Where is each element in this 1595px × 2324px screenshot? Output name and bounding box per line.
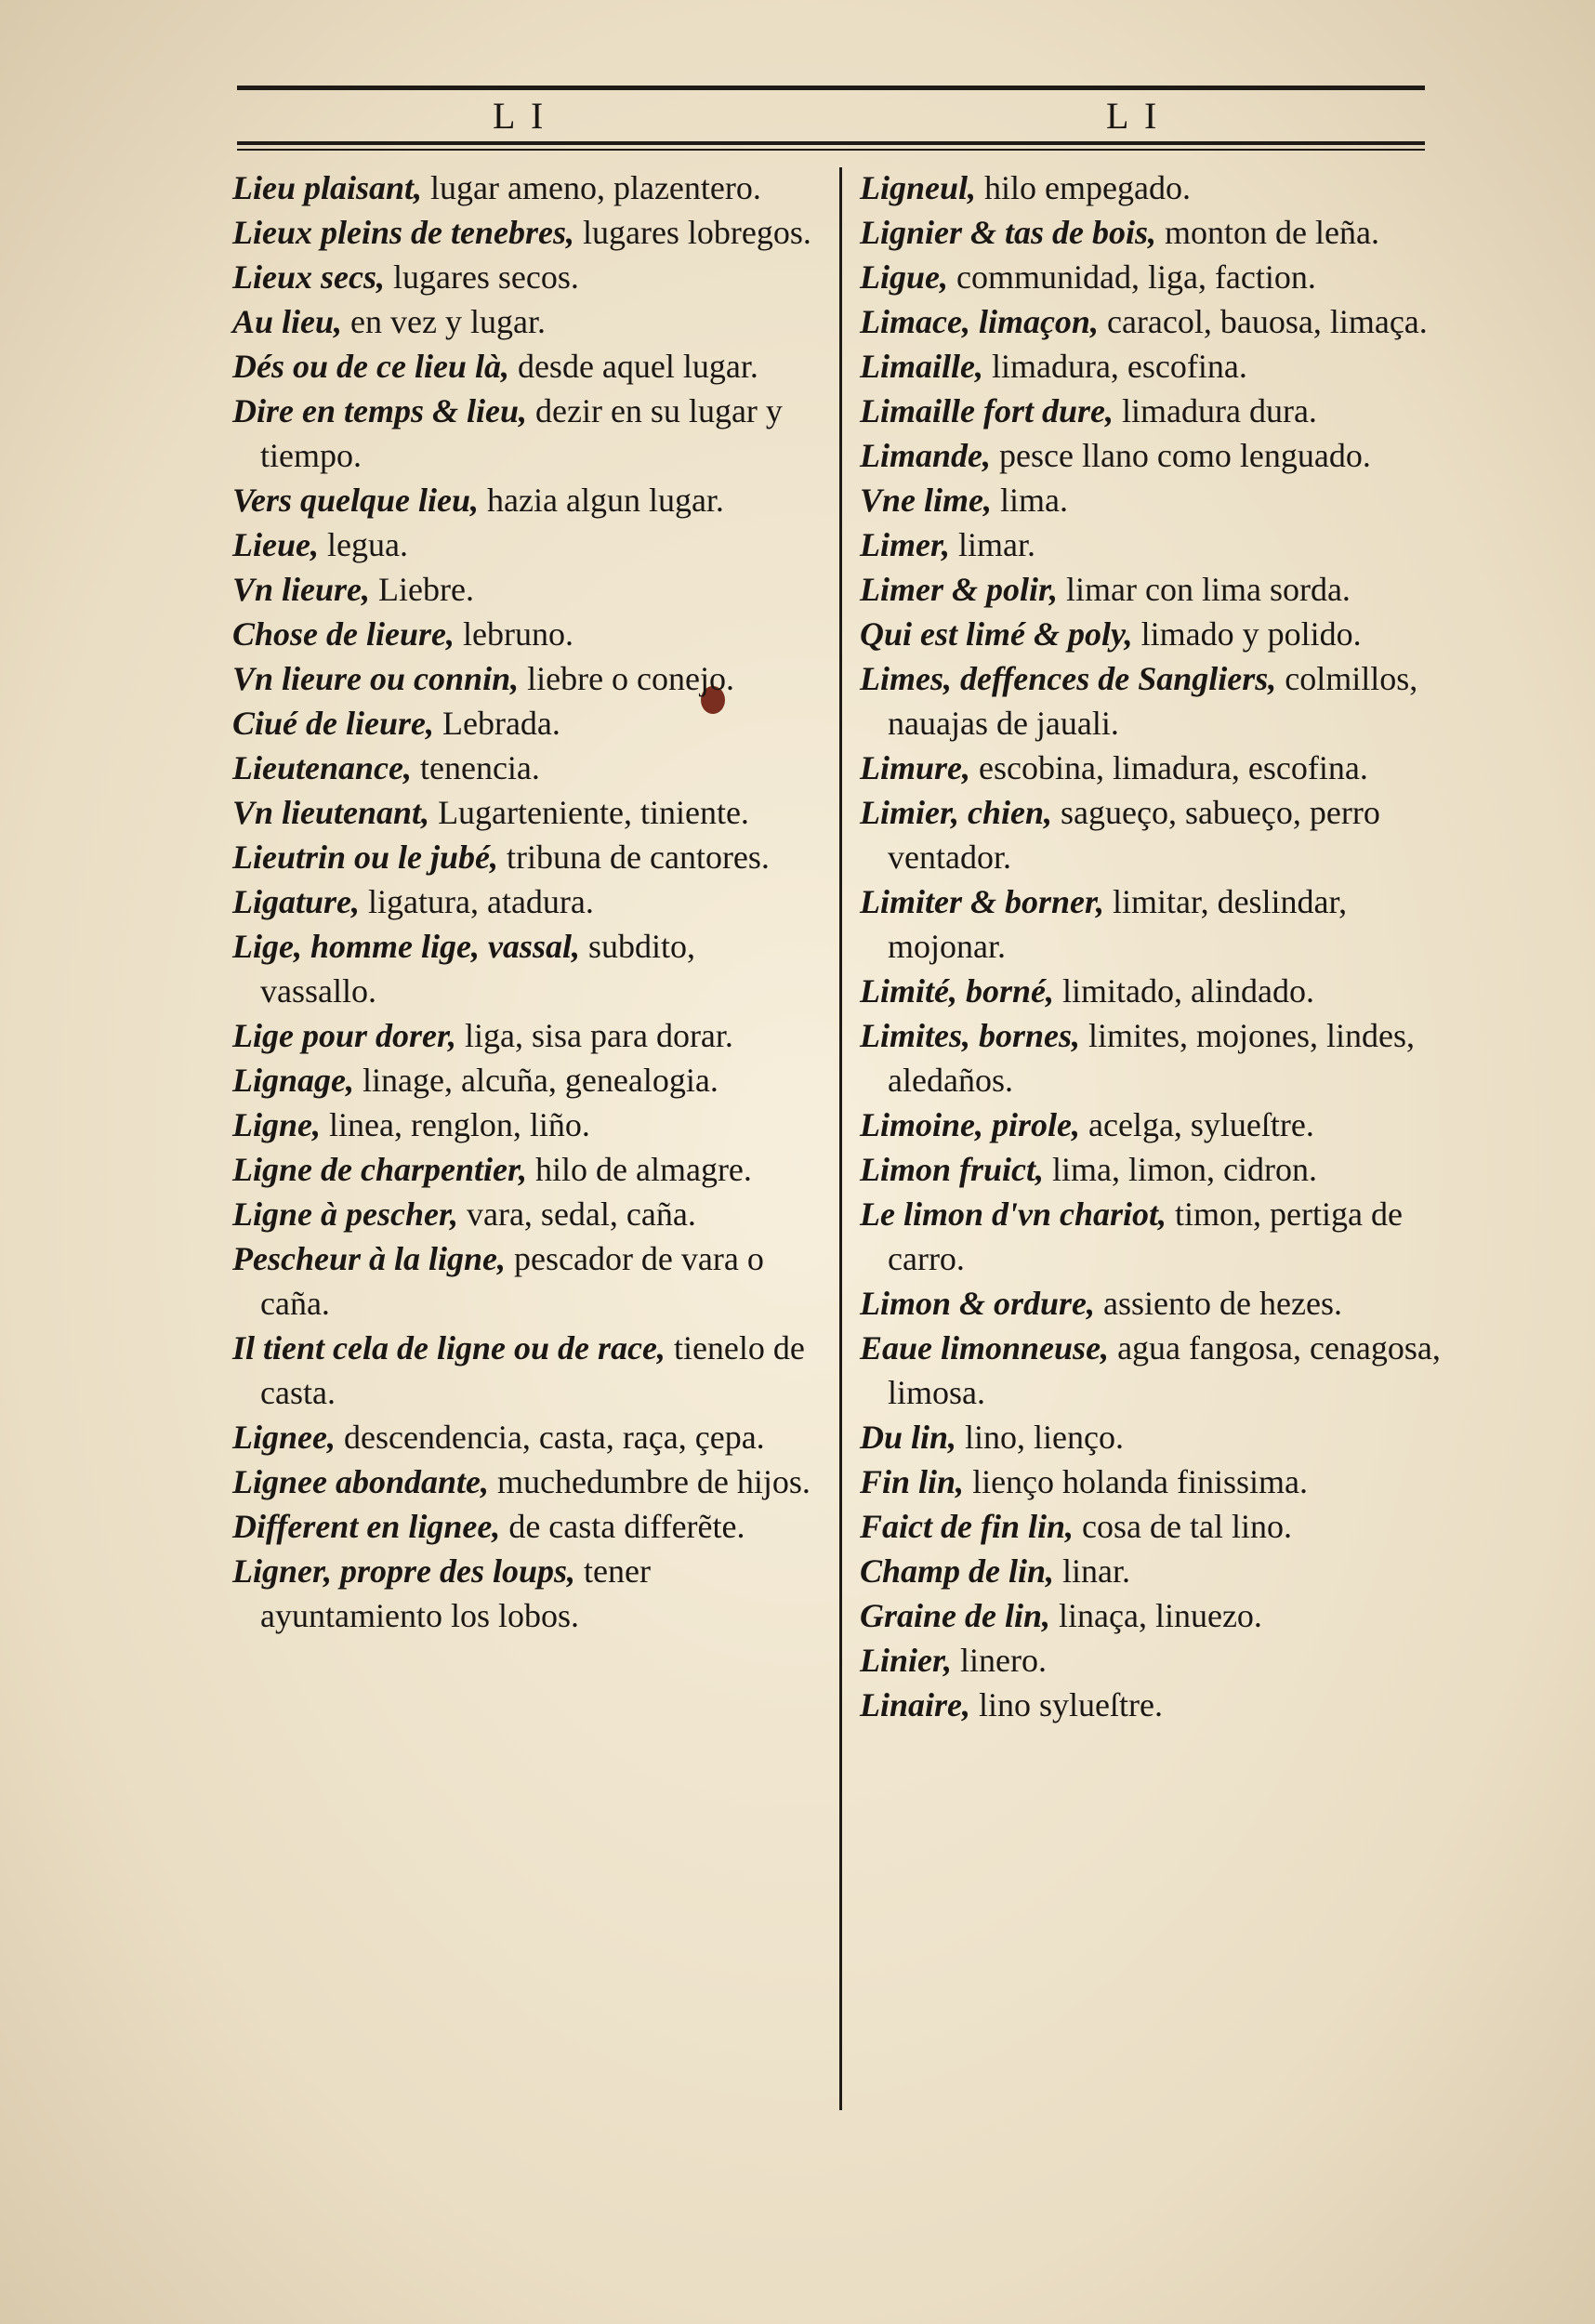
dictionary-entry bbox=[860, 210, 1441, 255]
header-rule-bottom-thin bbox=[237, 149, 1425, 151]
entry-translation: assiento de hezes. bbox=[1103, 1285, 1342, 1322]
entry-headword: Graine de lin, bbox=[860, 1597, 1051, 1634]
dictionary-entry bbox=[860, 344, 1441, 389]
dictionary-entry bbox=[232, 1459, 813, 1504]
entry-headword: Limiter & borner, bbox=[860, 883, 1105, 920]
entry-translation: linero. bbox=[960, 1642, 1048, 1679]
entry-headword: Different en lignee, bbox=[232, 1508, 501, 1545]
dictionary-entry bbox=[232, 522, 813, 567]
dictionary-entry bbox=[232, 1549, 813, 1638]
entry-translation: lugares lobregos. bbox=[582, 214, 811, 251]
entry-translation: subdito, vassallo. bbox=[260, 928, 695, 1010]
entry-headword: Lieutenance, bbox=[232, 749, 412, 786]
entry-headword: Lieue, bbox=[232, 526, 319, 563]
entry-translation: escobina, limadura, escofina. bbox=[979, 749, 1368, 786]
entry-headword: Ligne à pescher, bbox=[232, 1195, 458, 1233]
dictionary-entry bbox=[860, 567, 1441, 612]
dictionary-entry bbox=[860, 522, 1441, 567]
entry-translation: lugar ameno, plazentero. bbox=[430, 169, 761, 206]
entry-translation: limadura dura. bbox=[1122, 392, 1317, 429]
entry-headword: Lignee, bbox=[232, 1419, 336, 1456]
dictionary-entry bbox=[232, 478, 813, 522]
dictionary-entry bbox=[232, 924, 813, 1013]
entry-translation: tener ayuntamiento los lobos. bbox=[260, 1552, 651, 1634]
dictionary-entry bbox=[860, 790, 1441, 879]
entry-headword: Vn lieutenant, bbox=[232, 794, 430, 831]
entry-headword: Lieux pleins de tenebres, bbox=[232, 214, 574, 251]
dictionary-entry bbox=[232, 255, 813, 299]
entry-translation: legua. bbox=[326, 526, 408, 563]
entry-translation: ligatura, atadura. bbox=[368, 883, 594, 920]
left-column bbox=[232, 165, 813, 1638]
entry-translation: tribuna de cantores. bbox=[507, 838, 770, 876]
entry-headword: Lignier & tas de bois, bbox=[860, 214, 1157, 251]
entry-headword: Ligne de charpentier, bbox=[232, 1151, 527, 1188]
entry-headword: Ligature, bbox=[232, 883, 361, 920]
entry-translation: lima. bbox=[1000, 482, 1068, 519]
entry-translation: lino, lienço. bbox=[965, 1419, 1125, 1456]
entry-translation: en vez y lugar. bbox=[350, 303, 546, 340]
entry-headword: Ligner, propre des loups, bbox=[232, 1552, 576, 1590]
dictionary-entry bbox=[232, 299, 813, 344]
running-header-left: L I bbox=[493, 95, 547, 137]
entry-headword: Limure, bbox=[860, 749, 971, 786]
dictionary-entry bbox=[232, 567, 813, 612]
entry-translation: Lebrada. bbox=[442, 705, 560, 742]
entry-headword: Dés ou de ce lieu là, bbox=[232, 348, 509, 385]
entry-translation: limar con lima sorda. bbox=[1066, 571, 1351, 608]
entry-headword: Lige, homme lige, vassal, bbox=[232, 928, 580, 965]
dictionary-entry bbox=[860, 746, 1441, 790]
entry-headword: Vn lieure ou connin, bbox=[232, 660, 520, 697]
entry-headword: Limer & polir, bbox=[860, 571, 1059, 608]
right-column bbox=[860, 165, 1441, 1727]
dictionary-entry bbox=[860, 478, 1441, 522]
dictionary-entry bbox=[860, 1549, 1441, 1593]
entry-headword: Lieutrin ou le jubé, bbox=[232, 838, 499, 876]
entry-translation: tienelo de casta. bbox=[260, 1329, 805, 1411]
entry-headword: Vne lime, bbox=[860, 482, 992, 519]
entry-headword: Au lieu, bbox=[232, 303, 343, 340]
entry-headword: Eaue limonneuse, bbox=[860, 1329, 1110, 1367]
entry-headword: Du lin, bbox=[860, 1419, 957, 1456]
dictionary-entry bbox=[860, 433, 1441, 478]
dictionary-entry bbox=[860, 1638, 1441, 1683]
entry-translation: sagueço, sabueço, perro ventador. bbox=[888, 794, 1380, 876]
entry-headword: Lieux secs, bbox=[232, 258, 385, 296]
entry-headword: Limon & ordure, bbox=[860, 1285, 1096, 1322]
entry-headword: Limoine, pirole, bbox=[860, 1106, 1080, 1143]
entry-translation: vara, sedal, caña. bbox=[466, 1195, 696, 1233]
entry-headword: Lignage, bbox=[232, 1062, 354, 1099]
entry-translation: colmillos, nauajas de jauali. bbox=[888, 660, 1418, 742]
entry-headword: Limaille fort dure, bbox=[860, 392, 1114, 429]
entry-translation: limitado, alindado. bbox=[1062, 972, 1314, 1010]
dictionary-entry bbox=[860, 1147, 1441, 1192]
entry-headword: Limes, deffences de Sangliers, bbox=[860, 660, 1277, 697]
entry-translation: hazia algun lugar. bbox=[487, 482, 724, 519]
entry-translation: pescador de vara o caña. bbox=[260, 1240, 764, 1322]
dictionary-entry bbox=[232, 1058, 813, 1103]
dictionary-entry bbox=[232, 612, 813, 656]
dictionary-entry bbox=[860, 656, 1441, 746]
dictionary-entry bbox=[232, 835, 813, 879]
entry-headword: Ligue, bbox=[860, 258, 948, 296]
dictionary-entry bbox=[860, 969, 1441, 1013]
entry-headword: Pescheur à la ligne, bbox=[232, 1240, 506, 1277]
entry-headword: Limier, chien, bbox=[860, 794, 1052, 831]
dictionary-entry bbox=[232, 790, 813, 835]
entry-headword: Limites, bornes, bbox=[860, 1017, 1081, 1054]
entry-translation: Lugarteniente, tiniente. bbox=[438, 794, 749, 831]
dictionary-entry bbox=[232, 746, 813, 790]
column-divider bbox=[839, 167, 842, 2110]
entry-translation: limar. bbox=[958, 526, 1035, 563]
entry-headword: Champ de lin, bbox=[860, 1552, 1055, 1590]
entry-headword: Lieu plaisant, bbox=[232, 169, 423, 206]
entry-translation: acelga, sylueſtre. bbox=[1088, 1106, 1314, 1143]
entry-translation: lugares secos. bbox=[392, 258, 579, 296]
entry-translation: liga, sisa para dorar. bbox=[465, 1017, 733, 1054]
entry-headword: Lignee abondante, bbox=[232, 1463, 489, 1500]
entry-translation: dezir en su lugar y tiempo. bbox=[260, 392, 783, 474]
dictionary-entry bbox=[860, 1683, 1441, 1727]
dictionary-entry bbox=[232, 879, 813, 924]
entry-translation: caracol, bauosa, limaça. bbox=[1106, 303, 1428, 340]
entry-translation: limitar, deslindar, mojonar. bbox=[888, 883, 1348, 965]
dictionary-entry bbox=[860, 165, 1441, 210]
entry-headword: Le limon d'vn chariot, bbox=[860, 1195, 1167, 1233]
entry-headword: Vers quelque lieu, bbox=[232, 482, 480, 519]
entry-headword: Limace, limaçon, bbox=[860, 303, 1099, 340]
entry-headword: Limande, bbox=[860, 437, 991, 474]
entry-translation: limites, mojones, lindes, aledaños. bbox=[888, 1017, 1415, 1099]
entry-headword: Ligne, bbox=[232, 1106, 321, 1143]
entry-translation: Liebre. bbox=[378, 571, 474, 608]
entry-headword: Limité, borné, bbox=[860, 972, 1054, 1010]
entry-headword: Faict de fin lin, bbox=[860, 1508, 1074, 1545]
dictionary-entry bbox=[232, 701, 813, 746]
dictionary-entry bbox=[232, 1192, 813, 1236]
entry-headword: Lige pour dorer, bbox=[232, 1017, 457, 1054]
running-header-right: L I bbox=[1106, 95, 1161, 137]
dictionary-entry bbox=[860, 299, 1441, 344]
header-rule-top bbox=[237, 86, 1425, 90]
dictionary-entry bbox=[860, 1593, 1441, 1638]
dictionary-entry bbox=[232, 1013, 813, 1058]
dictionary-entry bbox=[232, 344, 813, 389]
entry-headword: Limer, bbox=[860, 526, 950, 563]
dictionary-entry bbox=[860, 1281, 1441, 1326]
entry-translation: hilo de almagre. bbox=[535, 1151, 752, 1188]
entry-headword: Vn lieure, bbox=[232, 571, 371, 608]
entry-headword: Ligneul, bbox=[860, 169, 977, 206]
entry-translation: pesce llano como lenguado. bbox=[999, 437, 1371, 474]
entry-translation: lienço holanda finissima. bbox=[972, 1463, 1308, 1500]
entry-translation: timon, pertiga de carro. bbox=[888, 1195, 1403, 1277]
entry-translation: desde aquel lugar. bbox=[517, 348, 758, 385]
entry-translation: linea, renglon, liño. bbox=[329, 1106, 590, 1143]
dictionary-entry bbox=[860, 1504, 1441, 1549]
entry-headword: Linaire, bbox=[860, 1686, 971, 1723]
entry-translation: monton de leña. bbox=[1165, 214, 1379, 251]
dictionary-entry bbox=[232, 1326, 813, 1415]
entry-translation: lino sylueſtre. bbox=[979, 1686, 1163, 1723]
dictionary-entry bbox=[860, 1415, 1441, 1459]
entry-headword: Limon fruict, bbox=[860, 1151, 1045, 1188]
dictionary-entry bbox=[232, 165, 813, 210]
entry-translation: cosa de tal lino. bbox=[1082, 1508, 1292, 1545]
dictionary-entry bbox=[860, 1103, 1441, 1147]
entry-translation: linage, alcuña, genealogia. bbox=[362, 1062, 718, 1099]
dictionary-entry bbox=[232, 1504, 813, 1549]
dictionary-entry bbox=[860, 612, 1441, 656]
header-rule-bottom bbox=[237, 141, 1425, 145]
entry-translation: communidad, liga, faction. bbox=[956, 258, 1316, 296]
entry-headword: Linier, bbox=[860, 1642, 953, 1679]
entry-translation: linaça, linuezo. bbox=[1059, 1597, 1262, 1634]
entry-translation: limadura, escofina. bbox=[991, 348, 1247, 385]
entry-headword: Il tient cela de ligne ou de race, bbox=[232, 1329, 666, 1367]
dictionary-entry bbox=[860, 879, 1441, 969]
entry-translation: liebre o conejo. bbox=[527, 660, 735, 697]
entry-headword: Limaille, bbox=[860, 348, 983, 385]
entry-translation: agua fangosa, cenagosa, limosa. bbox=[888, 1329, 1441, 1411]
entry-headword: Chose de lieure, bbox=[232, 615, 455, 653]
dictionary-entry bbox=[232, 389, 813, 478]
entry-translation: de casta differẽte. bbox=[508, 1508, 745, 1545]
entry-headword: Ciué de lieure, bbox=[232, 705, 434, 742]
entry-translation: linar. bbox=[1062, 1552, 1131, 1590]
dictionary-entry bbox=[860, 1192, 1441, 1281]
dictionary-entry bbox=[232, 1103, 813, 1147]
dictionary-entry bbox=[860, 1013, 1441, 1103]
entry-headword: Dire en temps & lieu, bbox=[232, 392, 527, 429]
entry-translation: descendencia, casta, raça, çepa. bbox=[343, 1419, 765, 1456]
entry-translation: tenencia. bbox=[419, 749, 540, 786]
dictionary-entry bbox=[860, 1459, 1441, 1504]
entry-translation: lima, limon, cidron. bbox=[1052, 1151, 1317, 1188]
entry-headword: Qui est limé & poly, bbox=[860, 615, 1133, 653]
dictionary-entry bbox=[232, 1415, 813, 1459]
entry-translation: limado y polido. bbox=[1140, 615, 1362, 653]
entry-translation: hilo empegado. bbox=[984, 169, 1191, 206]
dictionary-entry bbox=[860, 389, 1441, 433]
dictionary-entry bbox=[860, 255, 1441, 299]
dictionary-entry bbox=[232, 210, 813, 255]
dictionary-entry bbox=[860, 1326, 1441, 1415]
dictionary-entry bbox=[232, 1236, 813, 1326]
entry-translation: lebruno. bbox=[463, 615, 573, 653]
entry-headword: Fin lin, bbox=[860, 1463, 965, 1500]
entry-translation: muchedumbre de hijos. bbox=[497, 1463, 811, 1500]
dictionary-entry bbox=[232, 1147, 813, 1192]
dictionary-entry bbox=[232, 656, 813, 701]
